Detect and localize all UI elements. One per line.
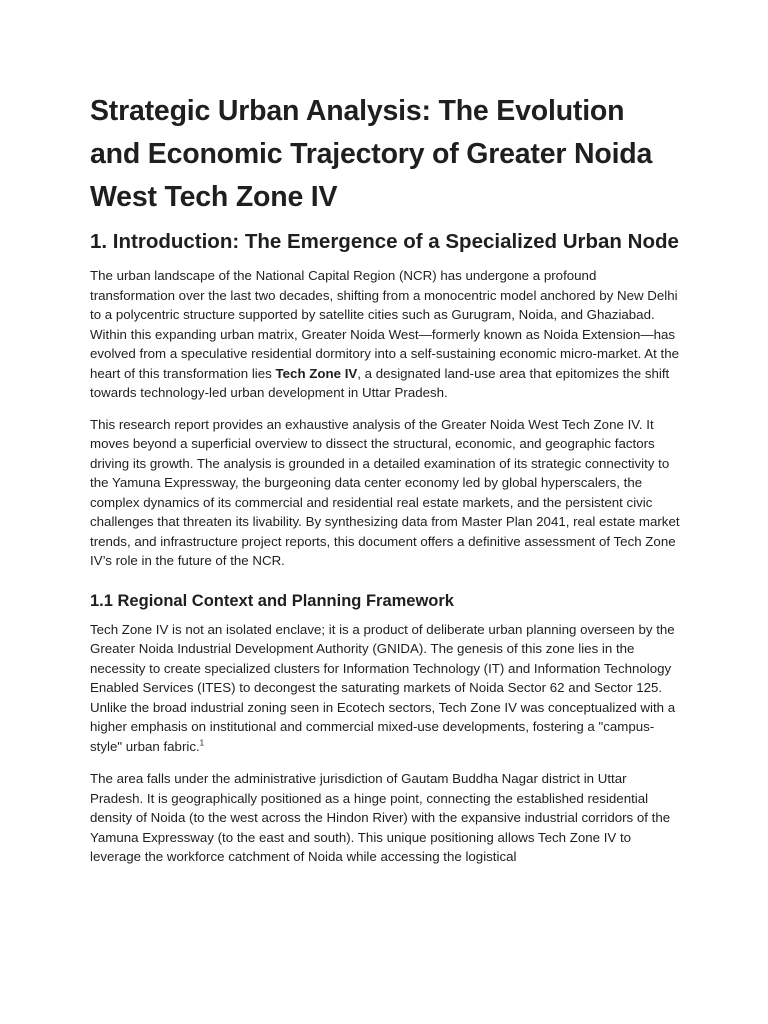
tech-zone-bold-term: Tech Zone IV bbox=[275, 365, 358, 381]
intro-paragraph-1 bbox=[90, 266, 680, 403]
document-page bbox=[90, 90, 680, 867]
intro-paragraph-1-text-after: , a designated land-use area that epitomizes the shift towards technology-led urban development in Uttar Pradesh. bbox=[90, 365, 670, 400]
regional-paragraph-1 bbox=[90, 620, 680, 757]
regional-paragraph-1-text: Tech Zone IV is not an isolated enclave; it is a product of deliberate urban planning overseen by the Greater Noida Industrial Development Authority (GNIDA). The genesis of this zone lies in the necessity to create specialized clusters for Information Technology (IT) and Information Technology Enabled Services (ITES) to decongest the saturating markets of Noida Sector 62 and Sector 125. Unlike the broad industrial zoning seen in Ecotech sectors, Tech Zone IV was conceptualized with a higher emphasis on institutional and commercial mixed-use developments, fostering a "campus-style" urban fabric. bbox=[90, 621, 676, 754]
footnote-reference[interactable]: 1 bbox=[199, 738, 205, 748]
section-heading-introduction: 1. Introduction: The Emergence of a Specialized Urban Node bbox=[90, 230, 679, 253]
subsection-heading-regional-context: 1.1 Regional Context and Planning Framework bbox=[90, 591, 454, 610]
document-title: Strategic Urban Analysis: The Evolution and Economic Trajectory of Greater Noida West Tech Zone IV bbox=[90, 95, 653, 213]
intro-paragraph-2: This research report provides an exhaustive analysis of the Greater Noida West Tech Zone IV. It moves beyond a superficial overview to dissect the structural, economic, and geographic factors driving its growth. The analysis is grounded in a detailed examination of its strategic connectivity to the Yamuna Expressway, the burgeoning data center economy led by global hyperscalers, the complex dynamics of its commercial and residential real estate markets, and the persistent civic challenges that threaten its livability. By synthesizing data from Master Plan 2041, real estate market trends, and infrastructure project reports, this document offers a definitive assessment of Tech Zone IV’s role in the future of the NCR. bbox=[90, 416, 680, 568]
intro-paragraph-1-text-before: The urban landscape of the National Capital Region (NCR) has undergone a profound transformation over the last two decades, shifting from a monocentric model anchored by New Delhi to a polycentric structure supported by satellite cities such as Gurugram, Noida, and Ghaziabad. Within this expanding urban matrix, Greater Noida West—formerly known as Noida Extension—has evolved from a speculative residential dormitory into a self-sustaining economic micro-market. At the heart of this transformation lies bbox=[90, 268, 680, 381]
regional-paragraph-2: The area falls under the administrative jurisdiction of Gautam Buddha Nagar district in Uttar Pradesh. It is geographically positioned as a hinge point, connecting the established residential density of Noida (to the west across the Hindon River) with the expansive industrial corridors of the Yamuna Expressway (to the east and south). This unique positioning allows Tech Zone IV to leverage the workforce catchment of Noida while accessing the logistical bbox=[90, 771, 671, 864]
